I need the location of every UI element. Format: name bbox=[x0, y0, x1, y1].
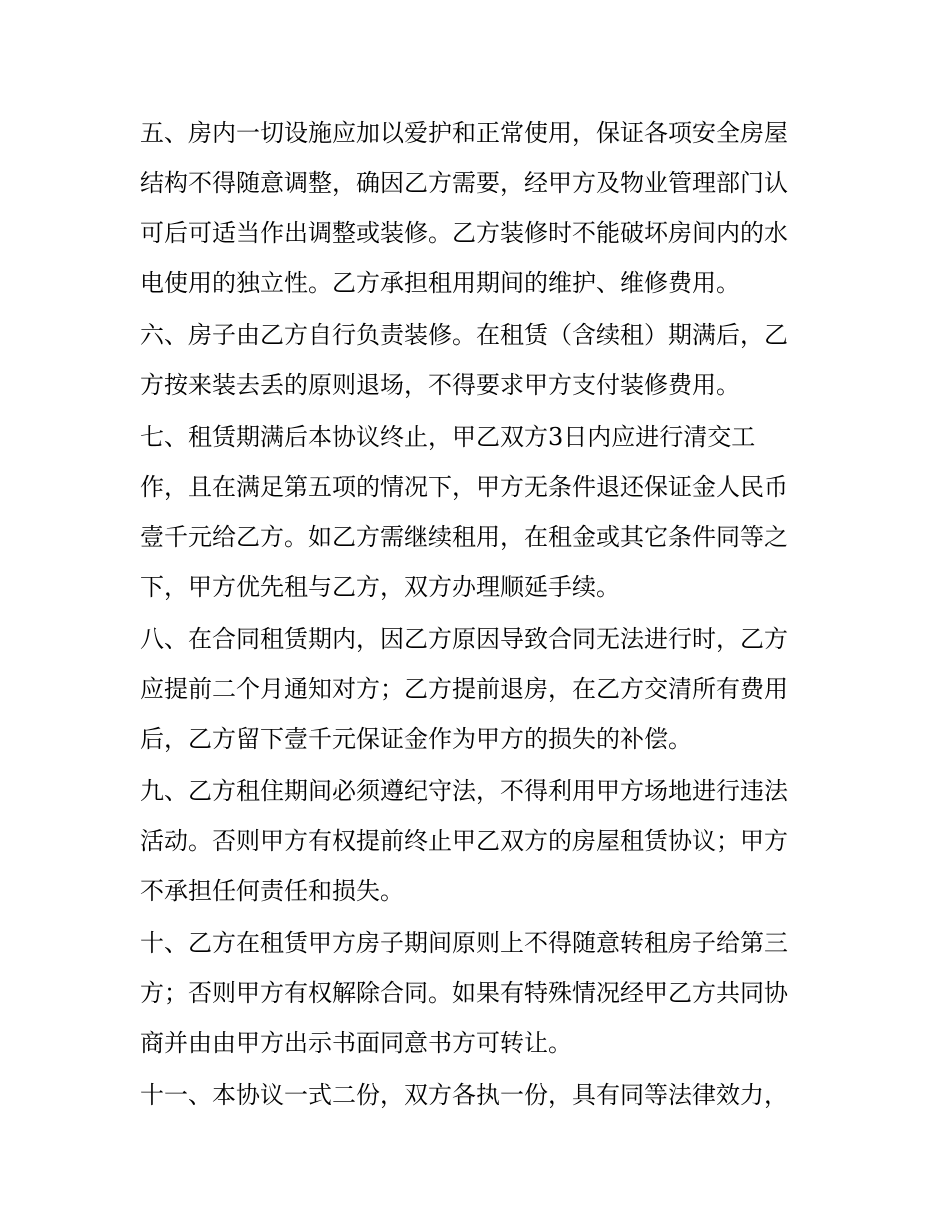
text-line: 后，乙方留下壹千元保证金作为甲方的损失的补偿。 bbox=[140, 725, 692, 753]
clause-11 bbox=[140, 1070, 820, 1120]
text-line: 电使用的独立性。乙方承担租用期间的维护、维修费用。 bbox=[140, 269, 740, 297]
text-line: 作，且在满足第五项的情况下，甲方无条件退还保证金人民币 bbox=[140, 473, 788, 501]
clause-6 bbox=[140, 310, 820, 410]
text-line: 可后可适当作出调整或装修。乙方装修时不能破坏房间内的水 bbox=[140, 219, 788, 247]
clause-10 bbox=[140, 918, 820, 1068]
text-line: 五、房内一切设施应加以爱护和正常使用，保证各项安全房屋 bbox=[140, 119, 788, 147]
clause-7 bbox=[140, 412, 820, 612]
text-line: 十、乙方在租赁甲方房子期间原则上不得随意转租房子给第三 bbox=[140, 929, 788, 957]
text-line: 不承担任何责任和损失。 bbox=[140, 877, 404, 905]
text-line: 七、租赁期满后本协议终止，甲乙双方3日内应进行清交工 bbox=[140, 423, 756, 451]
text-line: 十一、本协议一式二份，双方各执一份，具有同等法律效力， bbox=[140, 1081, 788, 1109]
text-line: 壹千元给乙方。如乙方需继续租用，在租金或其它条件同等之 bbox=[140, 523, 788, 551]
clause-8 bbox=[140, 614, 820, 764]
text-line: 方按来装去丢的原则退场，不得要求甲方支付装修费用。 bbox=[140, 371, 740, 399]
text-line: 八、在合同租赁期内，因乙方原因导致合同无法进行时，乙方 bbox=[140, 625, 788, 653]
text-line: 商并由由甲方出示书面同意书方可转让。 bbox=[140, 1029, 572, 1057]
text-line: 九、乙方租住期间必须遵纪守法，不得利用甲方场地进行违法 bbox=[140, 777, 788, 805]
text-line: 下，甲方优先租与乙方，双方办理顺延手续。 bbox=[140, 573, 620, 601]
text-line: 六、房子由乙方自行负责装修。在租赁（含续租）期满后，乙 bbox=[140, 321, 788, 349]
text-line: 应提前二个月通知对方；乙方提前退房，在乙方交清所有费用 bbox=[140, 675, 788, 703]
text-line: 方；否则甲方有权解除合同。如果有特殊情况经甲乙方共同协 bbox=[140, 979, 788, 1007]
text-line: 结构不得随意调整，确因乙方需要，经甲方及物业管理部门认 bbox=[140, 169, 788, 197]
clause-9 bbox=[140, 766, 820, 916]
clause-5 bbox=[140, 108, 820, 308]
text-line: 活动。否则甲方有权提前终止甲乙双方的房屋租赁协议；甲方 bbox=[140, 827, 788, 855]
document-body bbox=[140, 108, 820, 1120]
